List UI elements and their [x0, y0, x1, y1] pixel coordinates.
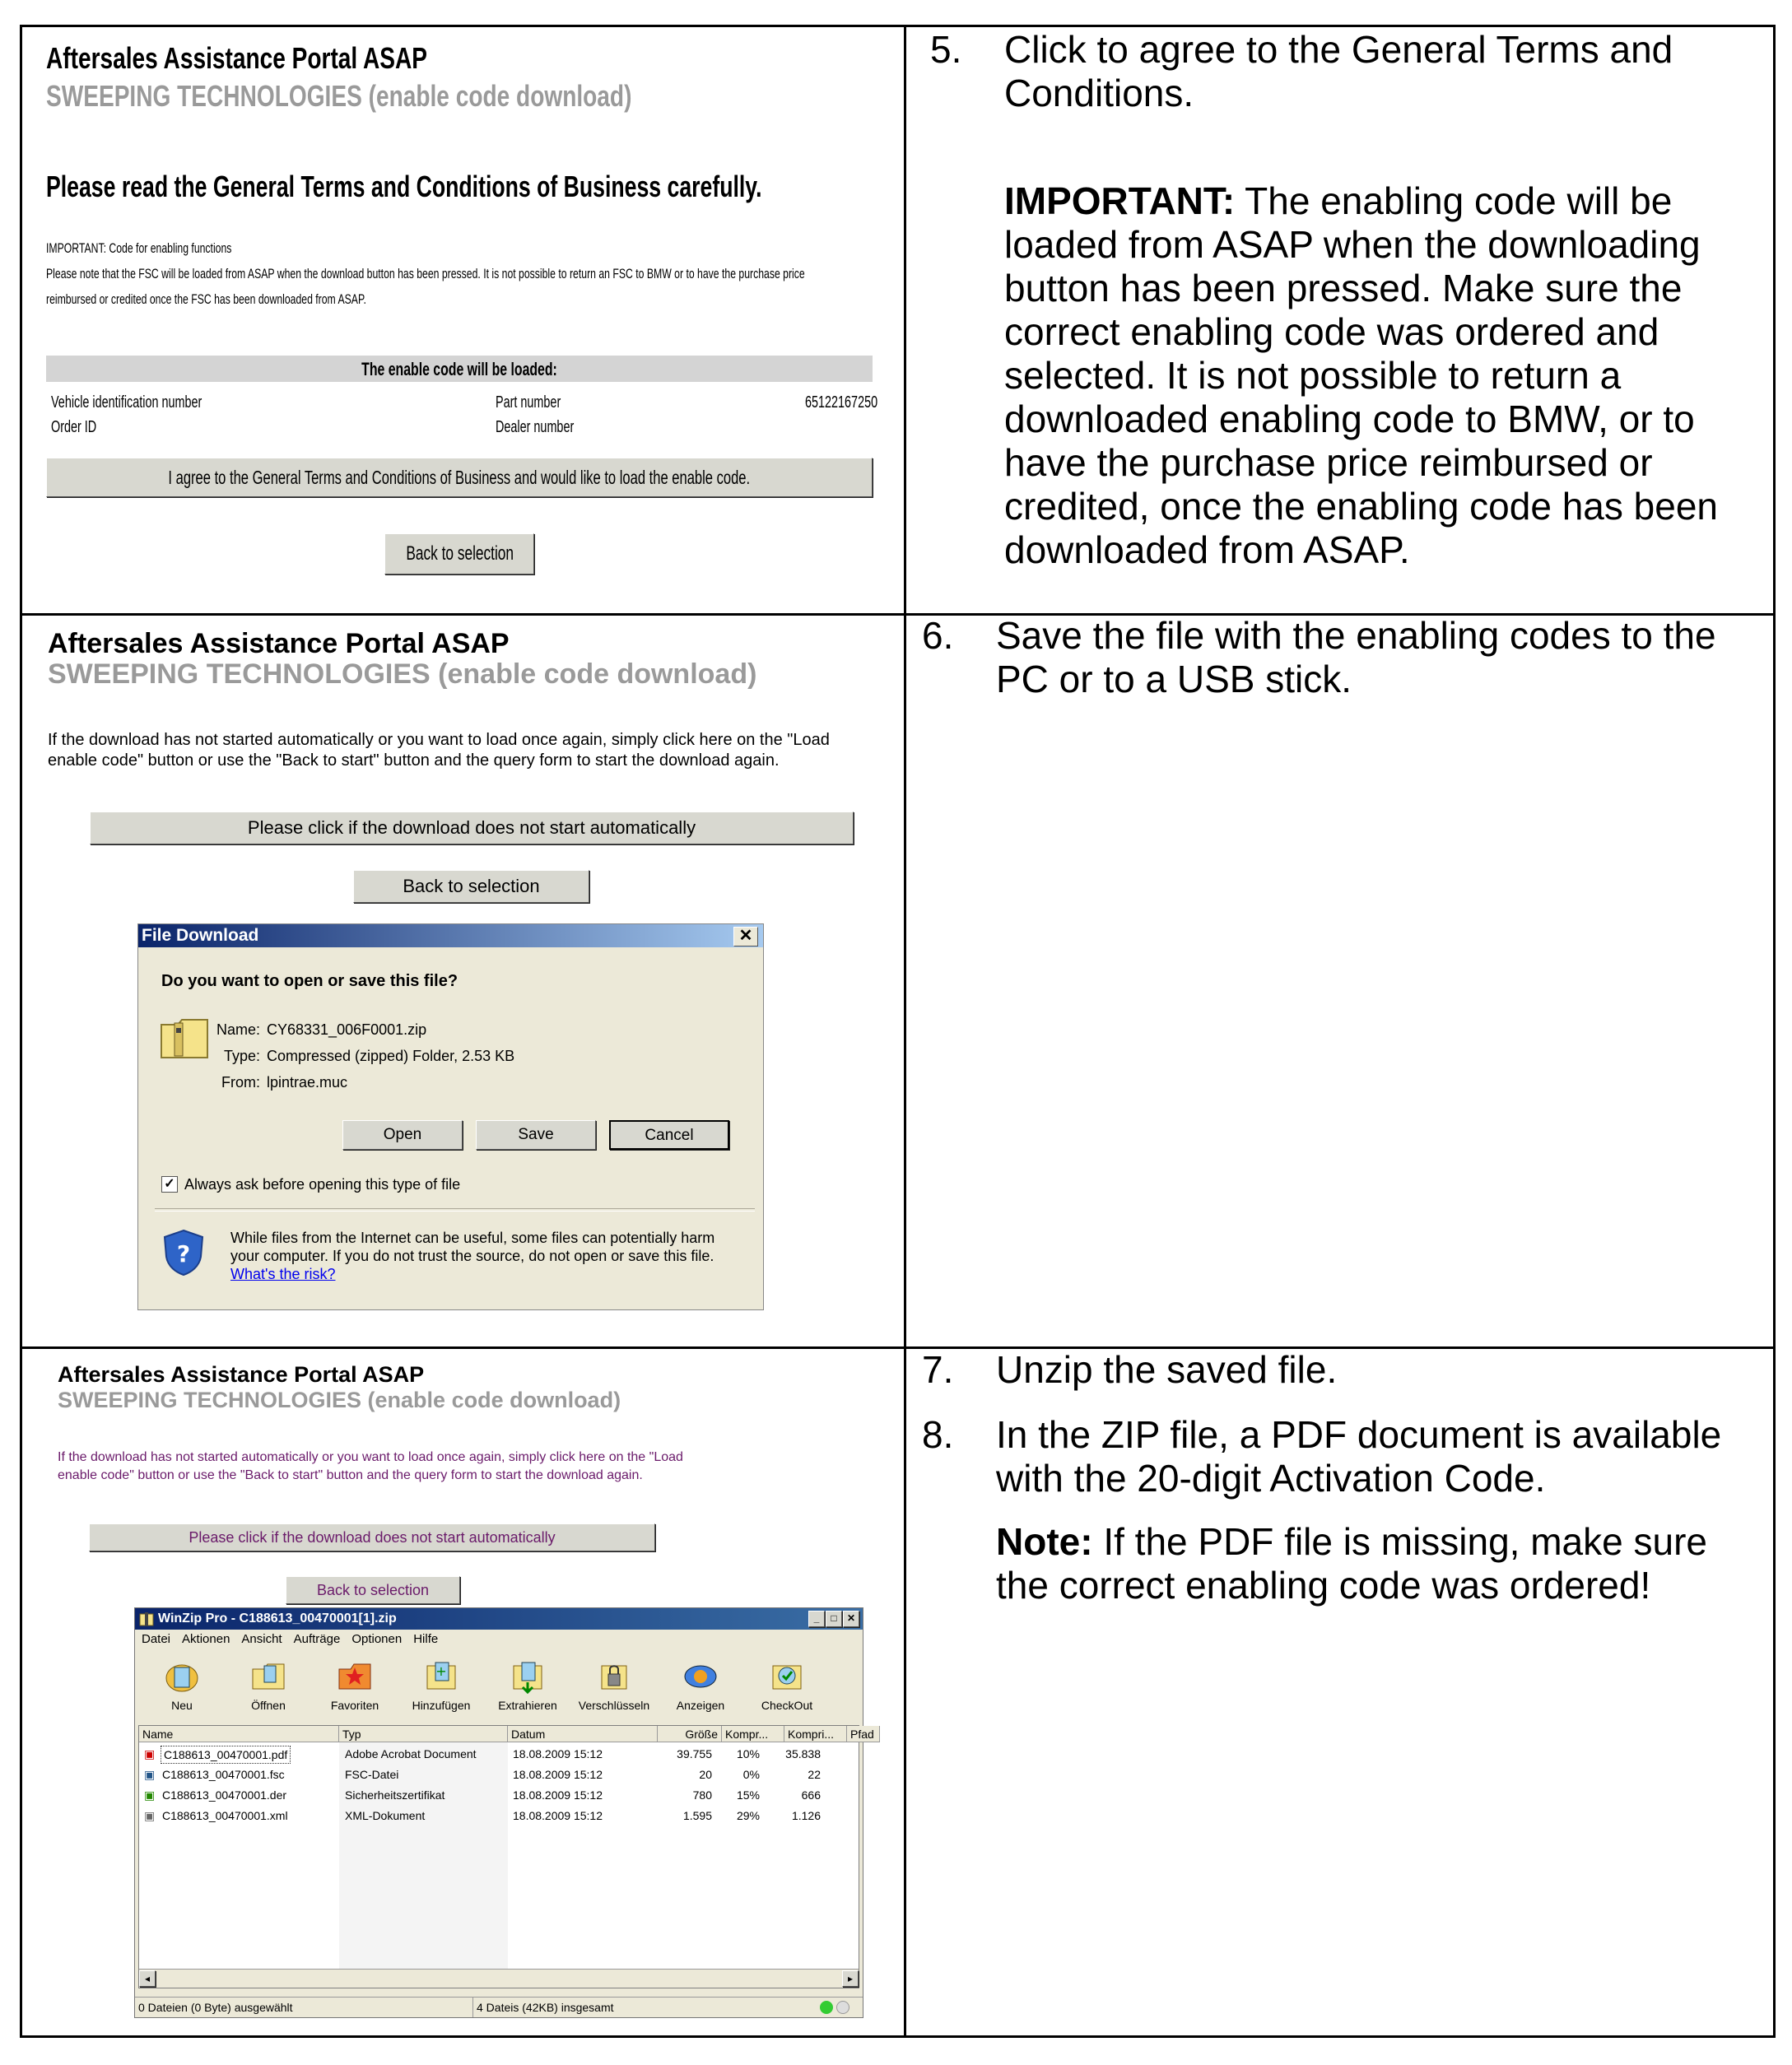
menu-item[interactable]: Aufträge	[293, 1632, 341, 1646]
type-label: Type:	[223, 1048, 260, 1064]
step-number: 6.	[922, 614, 954, 657]
svg-text:?: ?	[176, 1240, 191, 1267]
file-packed: 22	[808, 1768, 821, 1781]
risk-link[interactable]: What's the risk?	[230, 1266, 336, 1282]
toolbar-new[interactable]	[145, 1653, 219, 1712]
column-header[interactable]: Kompri...	[784, 1726, 847, 1742]
portal-title: Aftersales Assistance Portal ASAP	[46, 41, 427, 75]
svg-text:+: +	[435, 1663, 447, 1679]
download-help-text: If the download has not started automatically or you want to load once again, simply click here on the "Load enable code" button or use the "Back to start" button and the query form to start the download again.	[48, 731, 830, 770]
status-total: 4 Dateis (42KB) insgesamt	[472, 1998, 614, 2017]
table-row[interactable]	[139, 1806, 859, 1826]
file-name: CY68331_006F0001.zip	[267, 1021, 427, 1038]
menu-item[interactable]: Hilfe	[413, 1632, 439, 1646]
column-divider	[904, 25, 906, 2038]
dialog-title: File Download	[142, 926, 259, 945]
file-type: Sicherheitszertifikat	[345, 1788, 445, 1802]
important-line: Please note that the FSC will be loaded from ASAP when the download button has been pressed. It is not possible to return an FSC to BMW or to have the purchase price	[46, 266, 805, 281]
toolbar-label: Anzeigen	[676, 1699, 725, 1712]
dealer-number-label: Dealer number	[496, 418, 575, 436]
download-retry-label: Please click if the download does not start automatically	[247, 817, 696, 838]
important-label: IMPORTANT:	[1004, 179, 1236, 222]
maximize-icon[interactable]: □	[826, 1611, 842, 1627]
file-packed: 1.126	[791, 1809, 821, 1822]
toolbar-encrypt[interactable]	[577, 1653, 651, 1712]
cancel-button[interactable]	[609, 1120, 729, 1150]
step-text: Click to agree to the General Terms and Conditions.	[1004, 28, 1673, 114]
file-type: Compressed (zipped) Folder, 2.53 KB	[267, 1048, 515, 1064]
file-name: C188613_00470001.der	[162, 1788, 287, 1802]
dialog-titlebar	[138, 924, 763, 947]
step-7-8-instruction	[922, 1348, 1753, 1607]
status-selected: 0 Dateien (0 Byte) ausgewählt	[138, 2001, 293, 2014]
toolbar-label: CheckOut	[761, 1699, 813, 1712]
back-to-selection-button[interactable]	[286, 1576, 460, 1604]
terms-heading: Please read the General Terms and Conditions of Business carefully.	[46, 170, 762, 203]
winzip-menu	[135, 1630, 863, 1649]
order-id-label: Order ID	[51, 418, 97, 436]
step-6-instruction	[922, 614, 1753, 701]
toolbar-checkout[interactable]	[750, 1653, 824, 1712]
important-line: IMPORTANT: Code for enabling functions	[46, 240, 232, 256]
horizontal-scrollbar[interactable]	[139, 1969, 859, 1988]
toolbar-label: Favoriten	[330, 1699, 379, 1712]
file-type-row	[202, 1048, 514, 1065]
step-number: 7.	[922, 1348, 954, 1391]
toolbar-label: Verschlüsseln	[578, 1699, 650, 1712]
always-ask-checkbox[interactable]: ✓	[161, 1176, 178, 1193]
dialog-question: Do you want to open or save this file?	[161, 972, 458, 990]
enable-code-bar-title: The enable code will be loaded:	[361, 359, 557, 379]
step-text: Unzip the saved file.	[996, 1348, 1338, 1391]
from-label: From:	[221, 1074, 260, 1091]
step-number: 5.	[930, 28, 962, 71]
portal-subtitle: SWEEPING TECHNOLOGIES (enable code download)	[48, 658, 757, 690]
table-row[interactable]	[139, 1765, 859, 1785]
vin-label: Vehicle identification number	[51, 393, 202, 412]
column-header[interactable]: Typ	[339, 1726, 508, 1742]
file-name: C188613_00470001.fsc	[162, 1768, 285, 1781]
enable-code-bar	[46, 356, 873, 382]
save-label: Save	[518, 1126, 554, 1143]
note-label: Note:	[996, 1520, 1093, 1563]
toolbar-label: Hinzufügen	[412, 1699, 471, 1712]
extract-icon	[509, 1658, 547, 1695]
encrypt-lock-icon	[595, 1658, 633, 1695]
portal-title: Aftersales Assistance Portal ASAP	[48, 628, 510, 659]
part-number-value: 65122167250	[805, 393, 878, 412]
winzip-title: WinZip Pro - C188613_00470001[1].zip	[158, 1612, 397, 1625]
portal-title: Aftersales Assistance Portal ASAP	[58, 1362, 425, 1387]
download-retry-button[interactable]	[89, 1523, 655, 1551]
cancel-label: Cancel	[645, 1127, 694, 1144]
file-date: 18.08.2009 15:12	[513, 1747, 603, 1760]
winzip-statusbar	[135, 1997, 863, 2017]
file-packed: 666	[801, 1788, 821, 1802]
file-ratio: 15%	[736, 1788, 760, 1802]
fsc-file-icon: ▣	[144, 1768, 156, 1781]
menu-item[interactable]: Datei	[142, 1632, 171, 1646]
winzip-toolbar	[135, 1653, 863, 1719]
file-type: FSC-Datei	[345, 1768, 399, 1781]
download-help-text: If the download has not started automatically or you want to load once again, simply click here on the "Load enable code" button or use the "Back to start" button and the query form to start the download again.	[58, 1450, 683, 1482]
save-button[interactable]	[476, 1120, 596, 1150]
column-header[interactable]: Größe	[658, 1726, 722, 1742]
xml-file-icon: ▣	[144, 1809, 156, 1822]
warning-text: While files from the Internet can be useful, some files can potentially harm your computer. If you do not trust the source, do not open or save this file.	[230, 1230, 715, 1264]
open-button[interactable]	[342, 1120, 463, 1150]
new-archive-icon	[163, 1658, 201, 1695]
note-text: If the PDF file is missing, make sure the correct enabling code was ordered!	[996, 1520, 1707, 1607]
menu-item[interactable]: Aktionen	[182, 1632, 230, 1646]
file-date: 18.08.2009 15:12	[513, 1768, 603, 1781]
close-icon[interactable]: ✕	[843, 1611, 859, 1627]
portal-subtitle: SWEEPING TECHNOLOGIES (enable code download)	[46, 79, 632, 113]
back-button-label: Back to selection	[403, 876, 540, 896]
file-ratio: 0%	[742, 1768, 760, 1781]
file-source: lpintrae.muc	[267, 1074, 348, 1091]
menu-item[interactable]: Ansicht	[241, 1632, 282, 1646]
download-retry-button[interactable]	[90, 812, 854, 844]
part-number-label: Part number	[496, 393, 561, 412]
file-from-row	[202, 1074, 347, 1091]
certificate-file-icon: ▣	[144, 1788, 156, 1802]
agree-button[interactable]	[46, 458, 873, 497]
back-button-label: Back to selection	[316, 1582, 430, 1598]
name-label: Name:	[216, 1021, 260, 1038]
minimize-icon[interactable]: _	[808, 1611, 825, 1627]
agree-button-label: I agree to the General Terms and Conditions of Business and would like to load the enable code.	[168, 467, 751, 488]
file-type: XML-Dokument	[345, 1809, 426, 1822]
scroll-left-icon[interactable]: ◂	[139, 1970, 156, 1987]
column-header[interactable]: Datum	[508, 1726, 658, 1742]
close-icon[interactable]: ✕	[733, 927, 758, 946]
column-header[interactable]: Name	[139, 1726, 339, 1742]
menu-item[interactable]: Optionen	[351, 1632, 403, 1646]
dialog-separator	[155, 1208, 755, 1212]
step-number: 8.	[922, 1413, 954, 1456]
file-size: 20	[699, 1768, 712, 1781]
toolbar-favorites[interactable]	[318, 1653, 392, 1712]
checkout-icon	[768, 1658, 806, 1695]
file-size: 39.755	[677, 1747, 712, 1760]
toolbar-open[interactable]	[231, 1653, 305, 1712]
winzip-file-list	[138, 1725, 874, 1988]
toolbar-view[interactable]	[663, 1653, 738, 1712]
column-header[interactable]: Pfad	[847, 1726, 880, 1742]
shield-help-icon	[163, 1229, 204, 1277]
favorites-icon	[336, 1658, 374, 1695]
toolbar-extract[interactable]	[491, 1653, 565, 1712]
file-download-dialog	[137, 923, 764, 1310]
file-ratio: 29%	[736, 1809, 760, 1822]
important-line: reimbursed or credited once the FSC has been downloaded from ASAP.	[46, 291, 366, 307]
add-files-icon	[422, 1658, 460, 1695]
download-retry-label: Please click if the download does not start automatically	[189, 1529, 556, 1546]
status-idle-icon	[836, 2001, 849, 2014]
file-date: 18.08.2009 15:12	[513, 1788, 603, 1802]
table-row[interactable]	[139, 1785, 859, 1806]
winzip-titlebar	[135, 1608, 863, 1630]
open-label: Open	[383, 1126, 422, 1143]
status-ok-icon	[820, 2001, 833, 2014]
file-name-row	[202, 1021, 426, 1039]
back-button-label: Back to selection	[406, 542, 514, 565]
back-to-selection-button[interactable]	[353, 870, 589, 903]
open-archive-icon	[249, 1658, 287, 1695]
portal-subtitle: SWEEPING TECHNOLOGIES (enable code download)	[58, 1388, 621, 1412]
back-to-selection-button[interactable]	[384, 533, 534, 574]
winzip-icon	[138, 1611, 155, 1627]
toolbar-label: Neu	[171, 1699, 193, 1712]
security-warning	[230, 1229, 741, 1283]
table-row[interactable]	[139, 1744, 859, 1765]
pdf-file-icon: ▣	[144, 1747, 156, 1760]
toolbar-label: Öffnen	[251, 1699, 286, 1712]
file-type: Adobe Acrobat Document	[345, 1747, 477, 1760]
column-header[interactable]: Kompr...	[722, 1726, 784, 1742]
toolbar-add[interactable]	[404, 1653, 478, 1712]
window-controls	[808, 1611, 859, 1627]
file-name: C188613_00470001.xml	[162, 1809, 288, 1822]
toolbar-label: Extrahieren	[498, 1699, 557, 1712]
view-icon	[682, 1658, 719, 1695]
winzip-window	[134, 1607, 874, 2018]
step-text: In the ZIP file, a PDF document is available with the 20-digit Activation Code.	[996, 1413, 1722, 1500]
step-5-instruction	[930, 28, 1753, 572]
file-packed: 35.838	[785, 1747, 821, 1760]
file-name: C188613_00470001.pdf	[161, 1746, 291, 1764]
scroll-right-icon[interactable]: ▸	[842, 1970, 859, 1987]
file-size: 780	[692, 1788, 712, 1802]
step-text: Save the file with the enabling codes to the PC or to a USB stick.	[996, 614, 1716, 700]
always-ask-label: Always ask before opening this type of file	[184, 1176, 461, 1193]
file-date: 18.08.2009 15:12	[513, 1809, 603, 1822]
important-text: The enabling code will be loaded from ASAP when the downloading button has been pressed. Make sure the correct enabling code was ordered and selected. It is not possible to return a downloaded enabling code to BMW, or to have the purchase price reimbursed or credited, once the enabling code has been downloaded from ASAP.	[1004, 179, 1718, 571]
file-size: 1.595	[682, 1809, 712, 1822]
file-ratio: 10%	[736, 1747, 760, 1760]
